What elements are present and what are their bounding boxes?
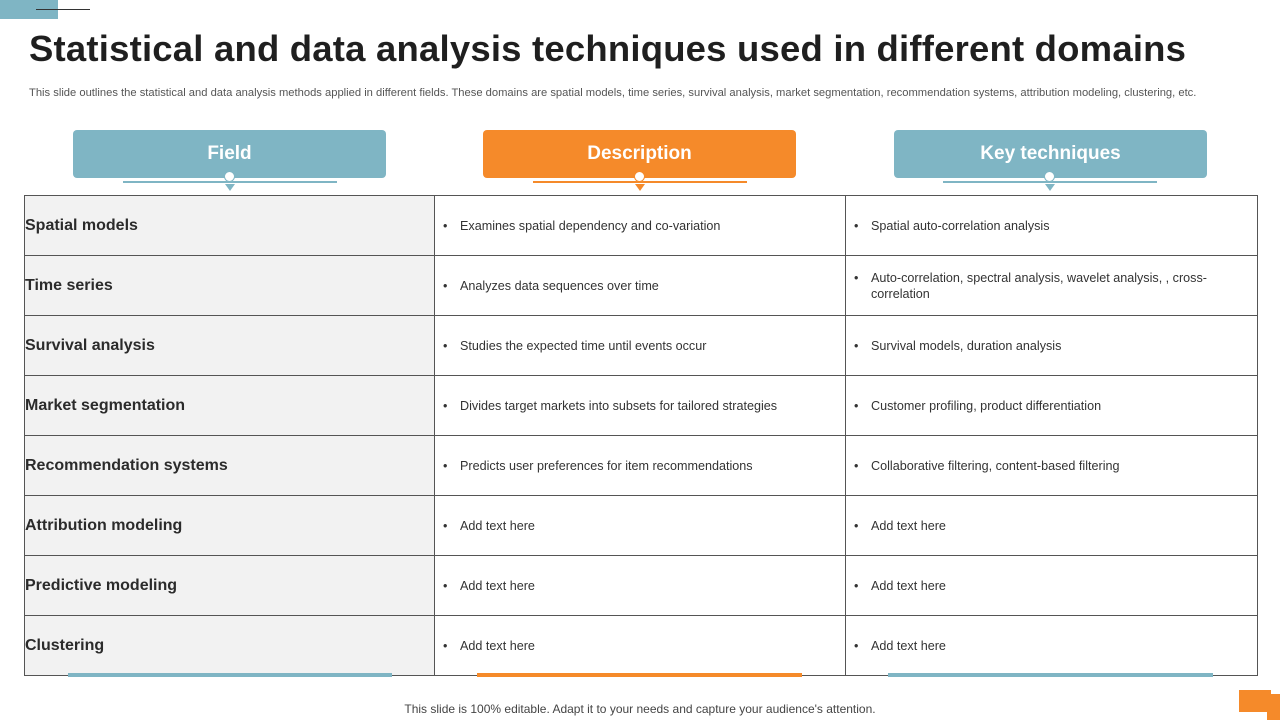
bullet-icon: • [854,578,859,593]
slide-subtitle: This slide outlines the statistical and data analysis methods applied in different fields. These domains are spatial models, time series, survival analysis, market segmentation, recommendation systems, attribution modeling, clustering, etc. [29,87,1197,99]
bullet-icon: • [854,218,859,233]
techniques-cell [846,256,1258,316]
techniques-cell-text: Customer profiling, product differentiation [871,398,1102,413]
techniques-cell-text: Survival models, duration analysis [871,338,1062,353]
description-cell [435,376,846,436]
corner-line [36,9,90,10]
bullet-icon: • [443,218,448,233]
techniques-table [24,195,1258,676]
table-row [25,256,1258,316]
arrow-down-icon [1045,184,1055,191]
techniques-cell-text: Collaborative filtering, content-based filtering [871,458,1120,473]
field-cell: Attribution modeling [25,496,435,556]
bullet-icon: • [443,458,448,473]
techniques-cell-text: Add text here [871,638,946,653]
bottom-accent-bar [888,673,1213,677]
description-cell-text: Studies the expected time until events occur [460,338,707,353]
description-cell-text: Examines spatial dependency and co-variation [460,218,721,233]
table-row [25,496,1258,556]
bullet-icon: • [443,398,448,413]
techniques-cell [846,316,1258,376]
bullet-icon: • [854,518,859,533]
field-cell: Clustering [25,616,435,676]
description-cell-text: Add text here [460,518,535,533]
techniques-cell-text: Spatial auto-correlation analysis [871,218,1050,233]
bullet-icon: • [443,278,448,293]
header-field: Field [73,130,386,178]
description-cell [435,316,846,376]
description-cell [435,196,846,256]
table-row [25,316,1258,376]
arrow-down-icon [225,184,235,191]
bullet-icon: • [854,458,859,473]
header-description: Description [483,130,796,178]
header-connector-dot [1044,171,1055,182]
field-cell: Survival analysis [25,316,435,376]
arrow-down-icon [635,184,645,191]
description-cell [435,616,846,676]
techniques-cell [846,436,1258,496]
description-cell [435,436,846,496]
description-cell-text: Add text here [460,638,535,653]
field-cell: Recommendation systems [25,436,435,496]
footer-note: This slide is 100% editable. Adapt it to your needs and capture your audience's attention. [404,702,876,716]
table-row [25,616,1258,676]
bottom-accent-bar [68,673,392,677]
description-cell [435,496,846,556]
description-cell-text: Predicts user preferences for item recommendations [460,458,753,473]
bullet-icon: • [443,518,448,533]
description-cell [435,256,846,316]
techniques-cell [846,376,1258,436]
bullet-icon: • [854,398,859,413]
bottom-accent-bar [477,673,802,677]
bullet-icon: • [854,638,859,653]
bullet-icon: • [443,638,448,653]
table-row [25,436,1258,496]
bullet-icon: • [854,338,859,353]
techniques-cell-text: Add text here [871,578,946,593]
bullet-icon: • [443,338,448,353]
field-cell: Time series [25,256,435,316]
field-cell: Market segmentation [25,376,435,436]
description-cell-text: Analyzes data sequences over time [460,278,659,293]
description-cell-text: Add text here [460,578,535,593]
description-cell-text: Divides target markets into subsets for tailored strategies [460,398,778,413]
bullet-icon: • [443,578,448,593]
field-cell: Predictive modeling [25,556,435,616]
field-cell: Spatial models [25,196,435,256]
bullet-icon: • [854,270,859,285]
techniques-cell [846,616,1258,676]
techniques-cell-text: Add text here [871,518,946,533]
header-connector-dot [224,171,235,182]
table-row [25,556,1258,616]
techniques-cell-text: Auto-correlation, spectral analysis, wavelet analysis, , cross-correlation [871,270,1207,301]
slide-title: Statistical and data analysis techniques used in different domains [29,28,1187,69]
techniques-cell [846,496,1258,556]
table-row [25,376,1258,436]
techniques-cell [846,556,1258,616]
description-cell [435,556,846,616]
corner-accent-bottom [1267,694,1280,720]
table-row [25,196,1258,256]
techniques-cell [846,196,1258,256]
header-key-techniques: Key techniques [894,130,1207,178]
header-connector-dot [634,171,645,182]
